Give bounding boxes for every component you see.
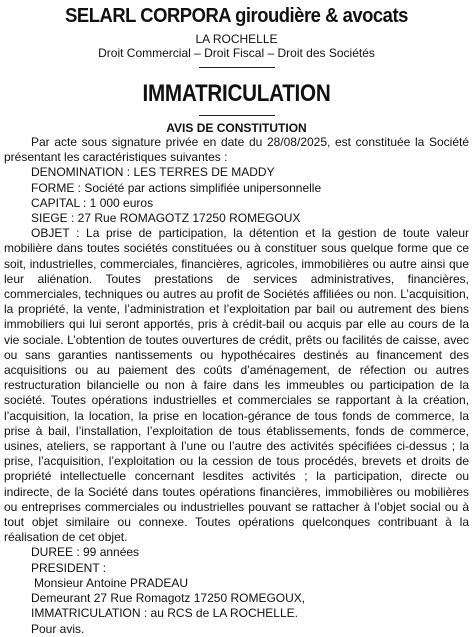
immatriculation-line: IMMATRICULATION : au RCS de LA ROCHELLE. bbox=[31, 606, 298, 621]
firm-specialties: Droit Commercial – Droit Fiscal – Droit des Sociétés bbox=[98, 46, 375, 60]
denomination-line: DENOMINATION : LES TERRES DE MADDY bbox=[31, 165, 275, 180]
capital-line: CAPITAL : 1 000 euros bbox=[31, 195, 154, 210]
firm-name: SELARL CORPORA giroudière & avocats bbox=[65, 5, 408, 27]
notice-subtitle: AVIS DE CONSTITUTION bbox=[166, 121, 307, 135]
intro-paragraph: Par acte sous signature privée en date du 28/08/2025, est constituée la Société présentant les caractéristiques suivantes : bbox=[4, 135, 469, 165]
objet-paragraph: OBJET : La prise de participation, la détention et la gestion de toute valeur mobilière dans toutes sociétés constituées ou à constituer sous quelque forme que ce soit, industrielles, commerciales, financières, agricoles, immobilières ou autre ainsi que leur aliénation. Toutes prestations de services administratives, financières, commerciales, techniques ou autres au profit de Sociétés affiliées ou non. L’acquisition, la propriété, la vente, l’administration et l’exploitation par bail ou autrement des biens immobiliers qui lui seront apportés, pris à crédit-bail ou acquis par elle au cours de la vie sociale. L’obtention de toutes ouvertures de crédit, prêts ou facilités de caisse, avec ou sans garanties nantissements ou hypothécaires destinés au financement des acquisitions ou au paiement des coûts d’aménagement, de réfection ou autres restructuration bilancielle ou non à faire dans les immeubles ou participation de la société. Toutes opérations industrielles et commerciales se rapportant à la création, l’acquisition, la location, la prise en location-gérance de tous fonds de commerce, la prise à bail, l’installation, l’exploitation de tous établissements, fonds de commerce, usines, ateliers, se rapportant à l’une ou l’autre des activités spécifiées ci-dessus ; la prise, l’acquisition, l’exploitation ou la cession de tous procédés, brevets et droits de propriété intellectuelle concernant lesdites activités ; la participation, directe ou indirecte, de la Société dans toutes opérations financières, immobilières ou mobilières ou entreprises commerciales ou industrielles pouvant se rattacher à l’objet social ou à tout objet similaire ou connexe. Toutes opérations quelconques contribuant à la réalisation de cet objet. bbox=[4, 226, 469, 545]
president-name: Monsieur Antoine PRADEAU bbox=[34, 575, 189, 590]
closing-line: Pour avis. bbox=[31, 621, 85, 636]
header-divider bbox=[199, 67, 275, 68]
president-label: PRESIDENT : bbox=[31, 560, 107, 575]
forme-line: FORME : Société par actions simplifiée unipersonnelle bbox=[31, 180, 322, 195]
duree-line: DUREE : 99 années bbox=[31, 545, 140, 560]
notice-body bbox=[4, 135, 469, 637]
notice-title: IMMATRICULATION bbox=[142, 80, 331, 107]
firm-city: LA ROCHELLE bbox=[195, 32, 278, 46]
siege-line: SIEGE : 27 Rue ROMAGOTZ 17250 ROMEGOUX bbox=[31, 211, 301, 226]
president-address: Demeurant 27 Rue Romagotz 17250 ROMEGOUX, bbox=[31, 591, 306, 606]
title-divider bbox=[199, 115, 275, 116]
